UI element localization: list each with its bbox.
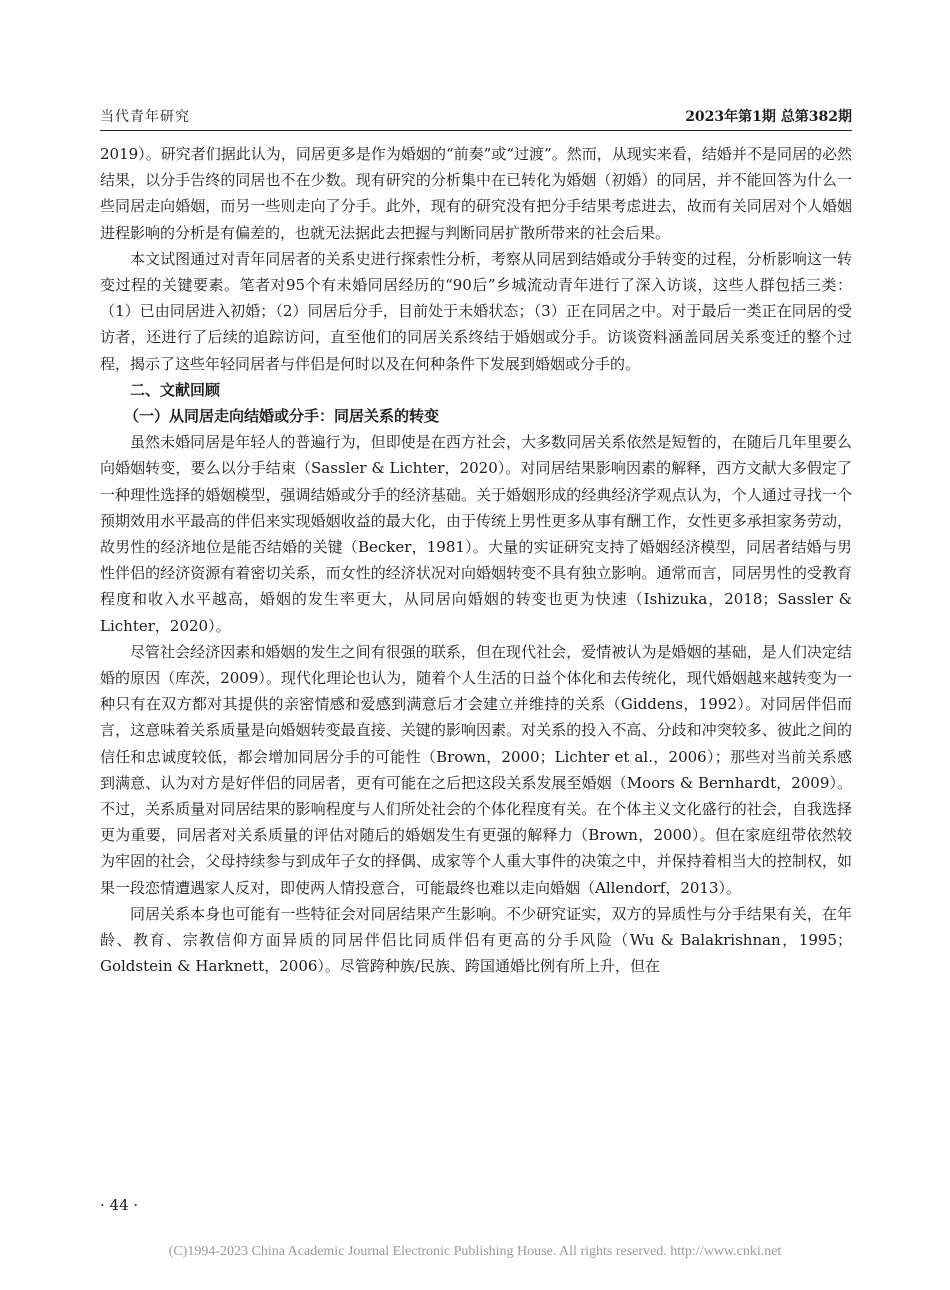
paragraph: 同居关系本身也可能有一些特征会对同居结果产生影响。不少研究证实，双方的异质性与分手结果有关，在年龄、教育、宗教信仰方面异质的同居伴侣比同质伴侣有更高的分手风险（Wu & Balakrishnan，1995；Goldstein & Harknett，2006）。尽管跨种族/民族、跨国通婚比例有所上升，但在 <box>100 904 852 976</box>
running-header <box>100 104 852 126</box>
section-heading: 二、文献回顾 <box>130 380 221 399</box>
paragraph: 尽管社会经济因素和婚姻的发生之间有很强的联系，但在现代社会，爱情被认为是婚姻的基础，是人们决定结婚的原因（库茨，2009）。现代化理论也认为，随着个人生活的日益个体化和去传统化，现代婚姻越来越转变为一种只有在双方都对其提供的亲密情感和爱感到满意后才会建立并维持的关系（Giddens，1992）。对同居伴侣而言，这意味着关系质量是向婚姻转变最直接、关键的影响因素。对关系的投入不高、分歧和冲突较多、彼此之间的信任和忠诚度较低，都会增加同居分手的可能性（Brown，2000；Lichter et al.，2006）；那些对当前关系感到满意、认为对方是好伴侣的同居者，更有可能在之后把这段关系发展至婚姻（Moors & Bernhardt，2009）。不过，关系质量对同居结果的影响程度与人们所处社会的个体化程度有关。在个体主义文化盛行的社会，自我选择更为重要，同居者对关系质量的评估对随后的婚姻发生有更强的解释力（Brown，2000）。但在家庭纽带依然较为牢固的社会，父母持续参与到成年子女的择偶、成家等个人重大事件的决策之中，并保持着相当大的控制权，如果一段恋情遭遇家人反对，即使两人情投意合，可能最终也难以走向婚姻（Allendorf，2013）。 <box>100 642 852 897</box>
paragraph: 虽然未婚同居是年轻人的普遍行为，但即使是在西方社会，大多数同居关系依然是短暂的，在随后几年里要么向婚姻转变，要么以分手结束（Sassler & Lichter，2020）。对同居结果影响因素的解释，西方文献大多假定了一种理性选择的婚姻模型，强调结婚或分手的经济基础。关于婚姻形成的经典经济学观点认为，个人通过寻找一个预期效用水平最高的伴侣来实现婚姻收益的最大化，由于传统上男性更多从事有酬工作，女性更多承担家务劳动，故男性的经济地位是能否结婚的关键（Becker，1981）。大量的实证研究支持了婚姻经济模型，同居者结婚与男性伴侣的经济资源有着密切关系，而女性的经济状况对向婚姻转变不具有独立影响。通常而言，同居男性的受教育程度和收入水平越高，婚姻的发生率更大，从同居向婚姻的转变也更为快速（Ishizuka，2018；Sassler & Lichter，2020）。 <box>100 433 852 635</box>
article-body <box>100 141 852 980</box>
paragraph: 本文试图通过对青年同居者的关系史进行探索性分析，考察从同居到结婚或分手转变的过程，分析影响这一转变过程的关键要素。笔者对95个有未婚同居经历的“90后”乡城流动青年进行了深入访谈，这些人群包括三类：（1）已由同居进入初婚；（2）同居后分手，目前处于未婚状态；（3）正在同居之中。对于最后一类正在同居的受访者，还进行了后续的追踪访问，直至他们的同居关系终结于婚姻或分手。访谈资料涵盖同居关系变迁的整个过程，揭示了这些年轻同居者与伴侣是何时以及在何种条件下发展到婚姻或分手的。 <box>100 249 852 373</box>
paragraph-continuation: 2019）。研究者们据此认为，同居更多是作为婚姻的“前奏”或“过渡”。然而，从现实来看，结婚并不是同居的必然结果，以分手告终的同居也不在少数。现有研究的分析集中在已转化为婚姻（初婚）的同居，并不能回答为什么一些同居走向婚姻，而另一些则走向了分手。此外，现有的研究没有把分手结果考虑进去，故而有关同居对个人婚姻进程影响的分析是有偏差的，也就无法据此去把握与判断同居扩散所带来的社会后果。 <box>100 145 852 242</box>
copyright-notice: (C)1994-2023 China Academic Journal Electronic Publishing House. All rights reserved. http://www.cnki.net <box>168 1244 782 1259</box>
issue-info: 2023年第1期 总第382期 <box>685 109 852 125</box>
subsection-heading: （一）从同居走向结婚或分手：同居关系的转变 <box>124 407 440 426</box>
journal-name: 当代青年研究 <box>100 109 190 125</box>
header-rule <box>100 130 852 131</box>
page-number: · 44 · <box>100 1196 139 1214</box>
